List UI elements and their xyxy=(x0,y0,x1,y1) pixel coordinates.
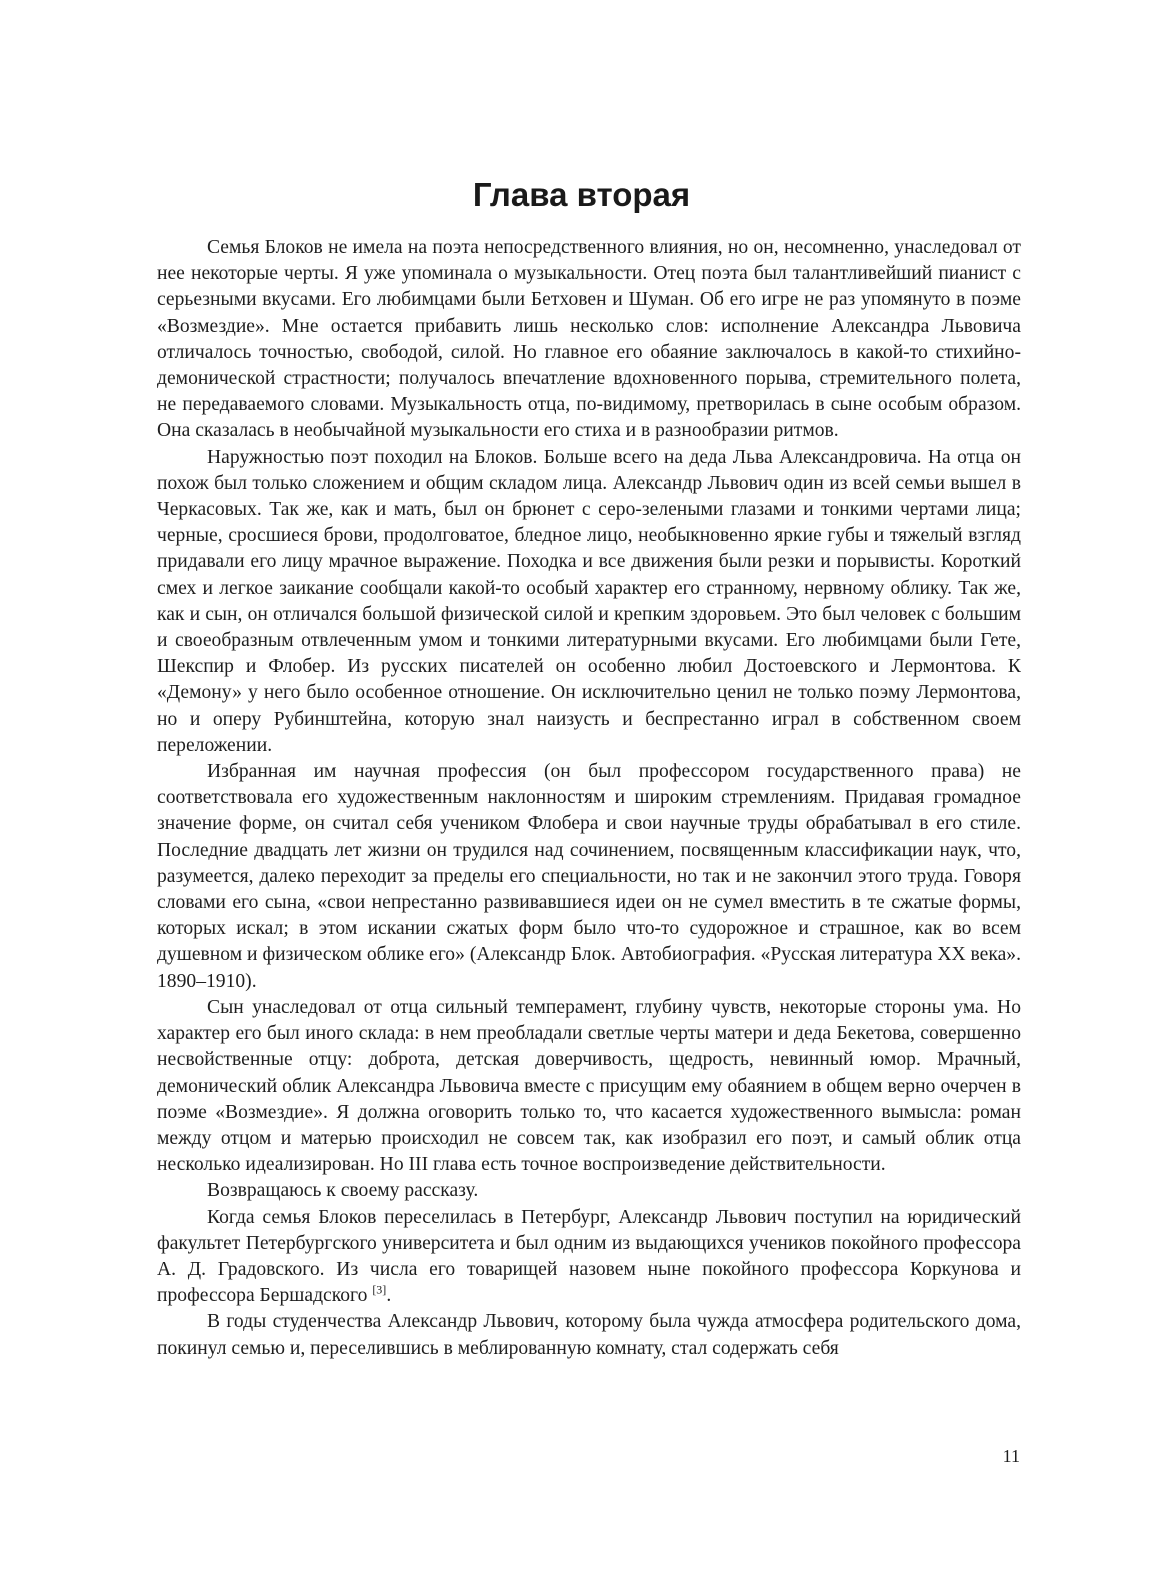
paragraph-6 xyxy=(157,1205,1021,1310)
paragraph-6-text: Когда семья Блоков переселилась в Петербург, Александр Львович поступил на юридический факультет Петербургского университета и был одним из выдающихся учеников покойного профессора А. Д. Градовского. Из числа его товарищей назовем ныне покойного профессора Коркунова и профессора Бершадского xyxy=(157,1206,1021,1307)
paragraph-1: Семья Блоков не имела на поэта непосредственного влияния, но он, несомненно, унаследовал от нее некоторые черты. Я уже упоминала о музыкальности. Отец поэта был талантливейший пианист с серьезными вкусами. Его любимцами были Бетховен и Шуман. Об его игре не раз упомянуто в поэме «Возмездие». Мне остается прибавить лишь несколько слов: исполнение Александра Львовича отличалось точностью, свободой, силой. Но главное его обаяние заключалось в какой-то стихийно-демонической страстности; получалось впечатление вдохновенного порыва, стремительного полета, не передаваемого словами. Музыкальность отца, по-видимому, претворилась в сыне особым образом. Она сказалась в необычайной музыкальности его стиха и в разнообразии ритмов. xyxy=(157,237,1021,442)
paragraph-6-end: . xyxy=(386,1285,392,1307)
paragraph-4: Сын унаследовал от отца сильный темперамент, глубину чувств, некоторые стороны ума. Но характер его был иного склада: в нем преобладали светлые черты матери и деда Бекетова, совершенно несвойственные отцу: доброта, детская доверчивость, щедрость, невинный юмор. Мрачный, демонический облик Александра Львовича вместе с присущим ему обаянием в общем верно очерчен в поэме «Возмездие». Я должна оговорить только то, что касается художественного вымысла: роман между отцом и матерью происходил не совсем так, как изобразил его поэт, и самый облик отца несколько идеализирован. Но III глава есть точное воспроизведение действительности. xyxy=(157,996,1021,1176)
body-text xyxy=(157,235,1021,1362)
page-number: 11 xyxy=(1002,1446,1020,1466)
paragraph-2: Наружностью поэт походил на Блоков. Больше всего на деда Льва Александровича. На отца он похож был только сложением и общим складом лица. Александр Львович один из всей семьи вышел в Черкасовых. Так же, как и мать, был он брюнет с серо-зелеными глазами и тонкими чертами лица; черные, сросшиеся брови, продолговатое, бледное лицо, необыкновенно яркие губы и тяжелый взгляд придавали его лицу мрачное выражение. Походка и все движения были резки и порывисты. Короткий смех и легкое заикание сообщали какой-то особый характер его странному, нервному облику. Так же, как и сын, он отличался большой физической силой и крепким здоровьем. Это был человек с большим и своеобразным отвлеченным умом и тонкими литературными вкусами. Его любимцами были Гете, Шекспир и Флобер. Из русских писателей он особенно любил Достоевского и Лермонтова. К «Демону» у него было особенное отношение. Он исключительно ценил не только поэму Лермонтова, но и оперу Рубинштейна, которую знал наизусть и беспрестанно играл в собственном своем переложении. xyxy=(157,446,1021,756)
paragraph-5: Возвращаюсь к своему рассказу. xyxy=(207,1180,479,1202)
paragraph-3: Избранная им научная профессия (он был профессором государственного права) не соответствовала его художественным наклонностям и широким стремлениям. Придавая громадное значение форме, он считал себя учеником Флобера и свои научные труды обрабатывал в его стиле. Последние двадцать лет жизни он трудился над сочинением, посвященным классификации наук, что, разумеется, далеко переходит за пределы его специальности, но так и не закончил этого труда. Говоря словами его сына, «свои непрестанно развивавшиеся идеи он не сумел вместить в те сжатые формы, которых искал; в этом искании сжатых форм было что-то судорожное и страшное, как во всем душевном и физическом облике его» (Александр Блок. Автобиография. «Русская литература XX века». 1890–1910). xyxy=(157,761,1021,992)
paragraph-7: В годы студенчества Александр Львович, которому была чужда атмосфера родительского дома, покинул семью и, переселившись в меблированную комнату, стал содержать себя xyxy=(157,1311,1021,1359)
footnote-reference[interactable]: [3] xyxy=(372,1282,387,1297)
chapter-title: Глава вторая xyxy=(472,176,691,213)
